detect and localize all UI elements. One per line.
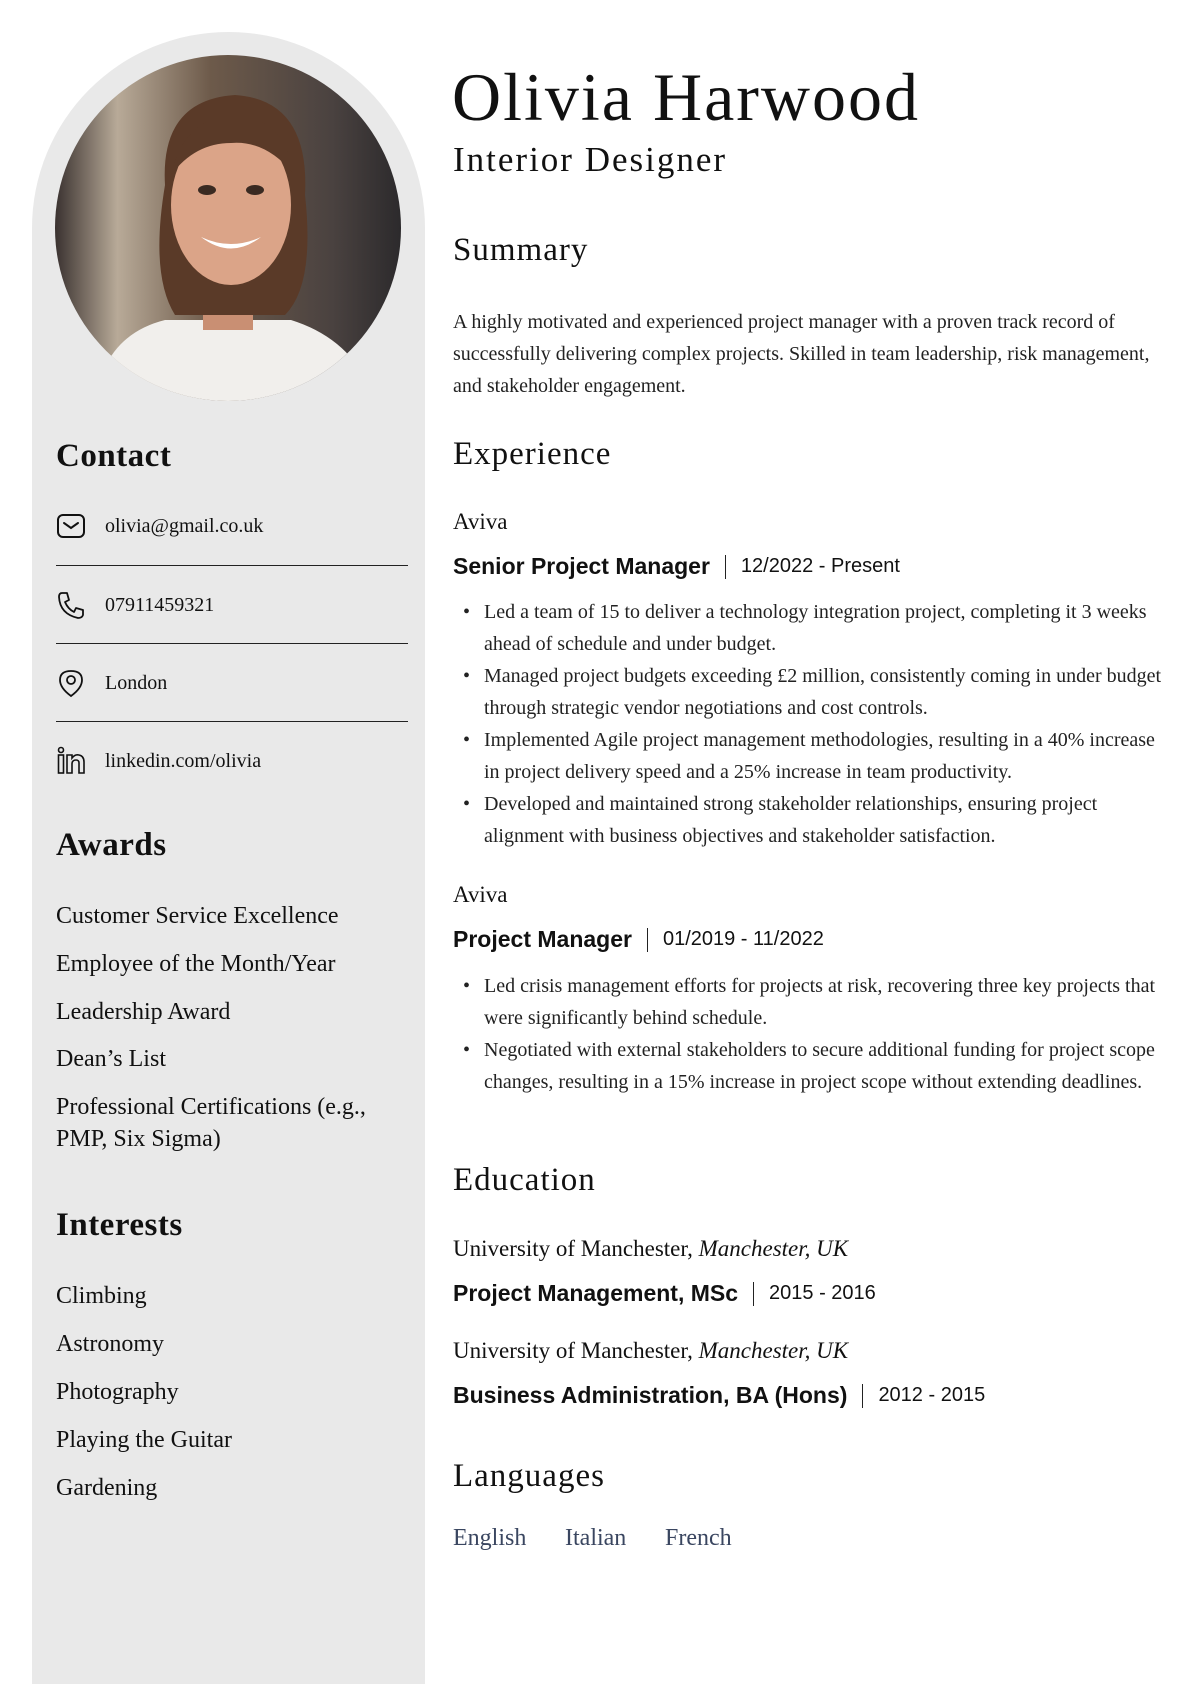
contact-linkedin-text: linkedin.com/olivia <box>105 749 262 772</box>
job-role: Senior Project Manager <box>453 553 710 579</box>
separator <box>862 1384 863 1408</box>
degree: Project Management, MSc <box>453 1280 739 1306</box>
contact-phone[interactable] <box>56 585 408 625</box>
school-name: University of Manchester, <box>453 1236 693 1261</box>
mail-icon <box>56 511 86 541</box>
job-dates: 01/2019 - 11/2022 <box>662 928 824 950</box>
award-item: Leadership Award <box>56 999 231 1025</box>
summary-heading: Summary <box>453 232 589 268</box>
degree: Business Administration, BA (Hons) <box>453 1382 848 1408</box>
location-icon <box>56 668 86 698</box>
education-dates: 2015 - 2016 <box>769 1282 876 1304</box>
contact-email-text: olivia@gmail.co.uk <box>105 514 264 537</box>
job-title: Interior Designer <box>453 140 728 179</box>
language-item: English <box>453 1525 527 1551</box>
contact-email[interactable] <box>56 506 408 546</box>
languages-heading: Languages <box>453 1458 605 1494</box>
portrait-image <box>55 55 401 401</box>
awards-heading: Awards <box>56 827 167 863</box>
education-degree-row <box>453 1382 985 1409</box>
separator <box>753 1282 754 1306</box>
profile-photo <box>55 55 401 401</box>
job-company: Aviva <box>453 509 508 534</box>
bullet-item: • Implemented Agile project management methodologies, resulting in a 40% increase in project delivery speed and a 25% increase in team productivity. <box>463 724 1168 788</box>
language-item: Italian <box>565 1525 627 1551</box>
bullet-item: • Negotiated with external stakeholders to secure additional funding for project scope changes, resulting in a 15% increase in project scope without extending deadlines. <box>463 1034 1168 1098</box>
contact-location[interactable] <box>56 663 408 703</box>
divider <box>56 721 408 722</box>
contact-phone-text: 07911459321 <box>105 593 215 616</box>
divider <box>56 565 408 566</box>
separator <box>725 555 726 579</box>
education-dates: 2012 - 2015 <box>878 1384 986 1406</box>
interest-item: Playing the Guitar <box>56 1427 232 1453</box>
education-school <box>453 1236 848 1262</box>
award-item: Dean’s List <box>56 1046 166 1072</box>
candidate-name: Olivia Harwood <box>452 59 921 135</box>
contact-linkedin[interactable] <box>56 741 408 781</box>
job-bullets <box>463 970 1168 1098</box>
school-name: University of Manchester, <box>453 1338 693 1363</box>
education-heading: Education <box>453 1162 596 1198</box>
award-item: Customer Service Excellence <box>56 903 339 929</box>
experience-heading: Experience <box>453 436 612 472</box>
job-bullets <box>463 596 1168 852</box>
job-dates: 12/2022 - Present <box>740 555 900 577</box>
bullet-item: • Managed project budgets exceeding £2 million, consistently coming in under budget through strategic vendor negotiations and cost controls. <box>463 660 1168 724</box>
job-company: Aviva <box>453 882 508 907</box>
interest-item: Gardening <box>56 1475 158 1501</box>
interest-item: Photography <box>56 1379 179 1405</box>
summary-text: A highly motivated and experienced project manager with a proven track record of successfully delivering complex projects. Skilled in team leadership, risk management, and stakeholder engagement. <box>453 311 1150 397</box>
education-degree-row <box>453 1280 876 1307</box>
separator <box>647 928 648 952</box>
phone-icon <box>56 590 86 620</box>
contact-location-text: London <box>105 671 168 694</box>
job-role: Project Manager <box>453 926 632 952</box>
award-item: Professional Certifications (e.g., PMP, Six Sigma) <box>56 1094 366 1152</box>
divider <box>56 643 408 644</box>
contact-heading: Contact <box>56 438 172 474</box>
linkedin-icon <box>56 746 86 776</box>
interest-item: Climbing <box>56 1283 147 1309</box>
bullet-item: • Led a team of 15 to deliver a technology integration project, completing it 3 weeks ahead of schedule and under budget. <box>463 596 1168 660</box>
job-role-row <box>453 553 900 580</box>
language-item: French <box>665 1525 732 1551</box>
award-item: Employee of the Month/Year <box>56 951 336 977</box>
interest-item: Astronomy <box>56 1331 164 1357</box>
school-location: Manchester, UK <box>698 1338 849 1363</box>
school-location: Manchester, UK <box>698 1236 849 1261</box>
education-school <box>453 1338 848 1364</box>
interests-heading: Interests <box>56 1207 183 1243</box>
job-role-row <box>453 926 824 953</box>
bullet-item: • Led crisis management efforts for projects at risk, recovering three key projects that were significantly behind schedule. <box>463 970 1168 1034</box>
bullet-item: • Developed and maintained strong stakeholder relationships, ensuring project alignment with business objectives and stakeholder satisfaction. <box>463 788 1168 852</box>
